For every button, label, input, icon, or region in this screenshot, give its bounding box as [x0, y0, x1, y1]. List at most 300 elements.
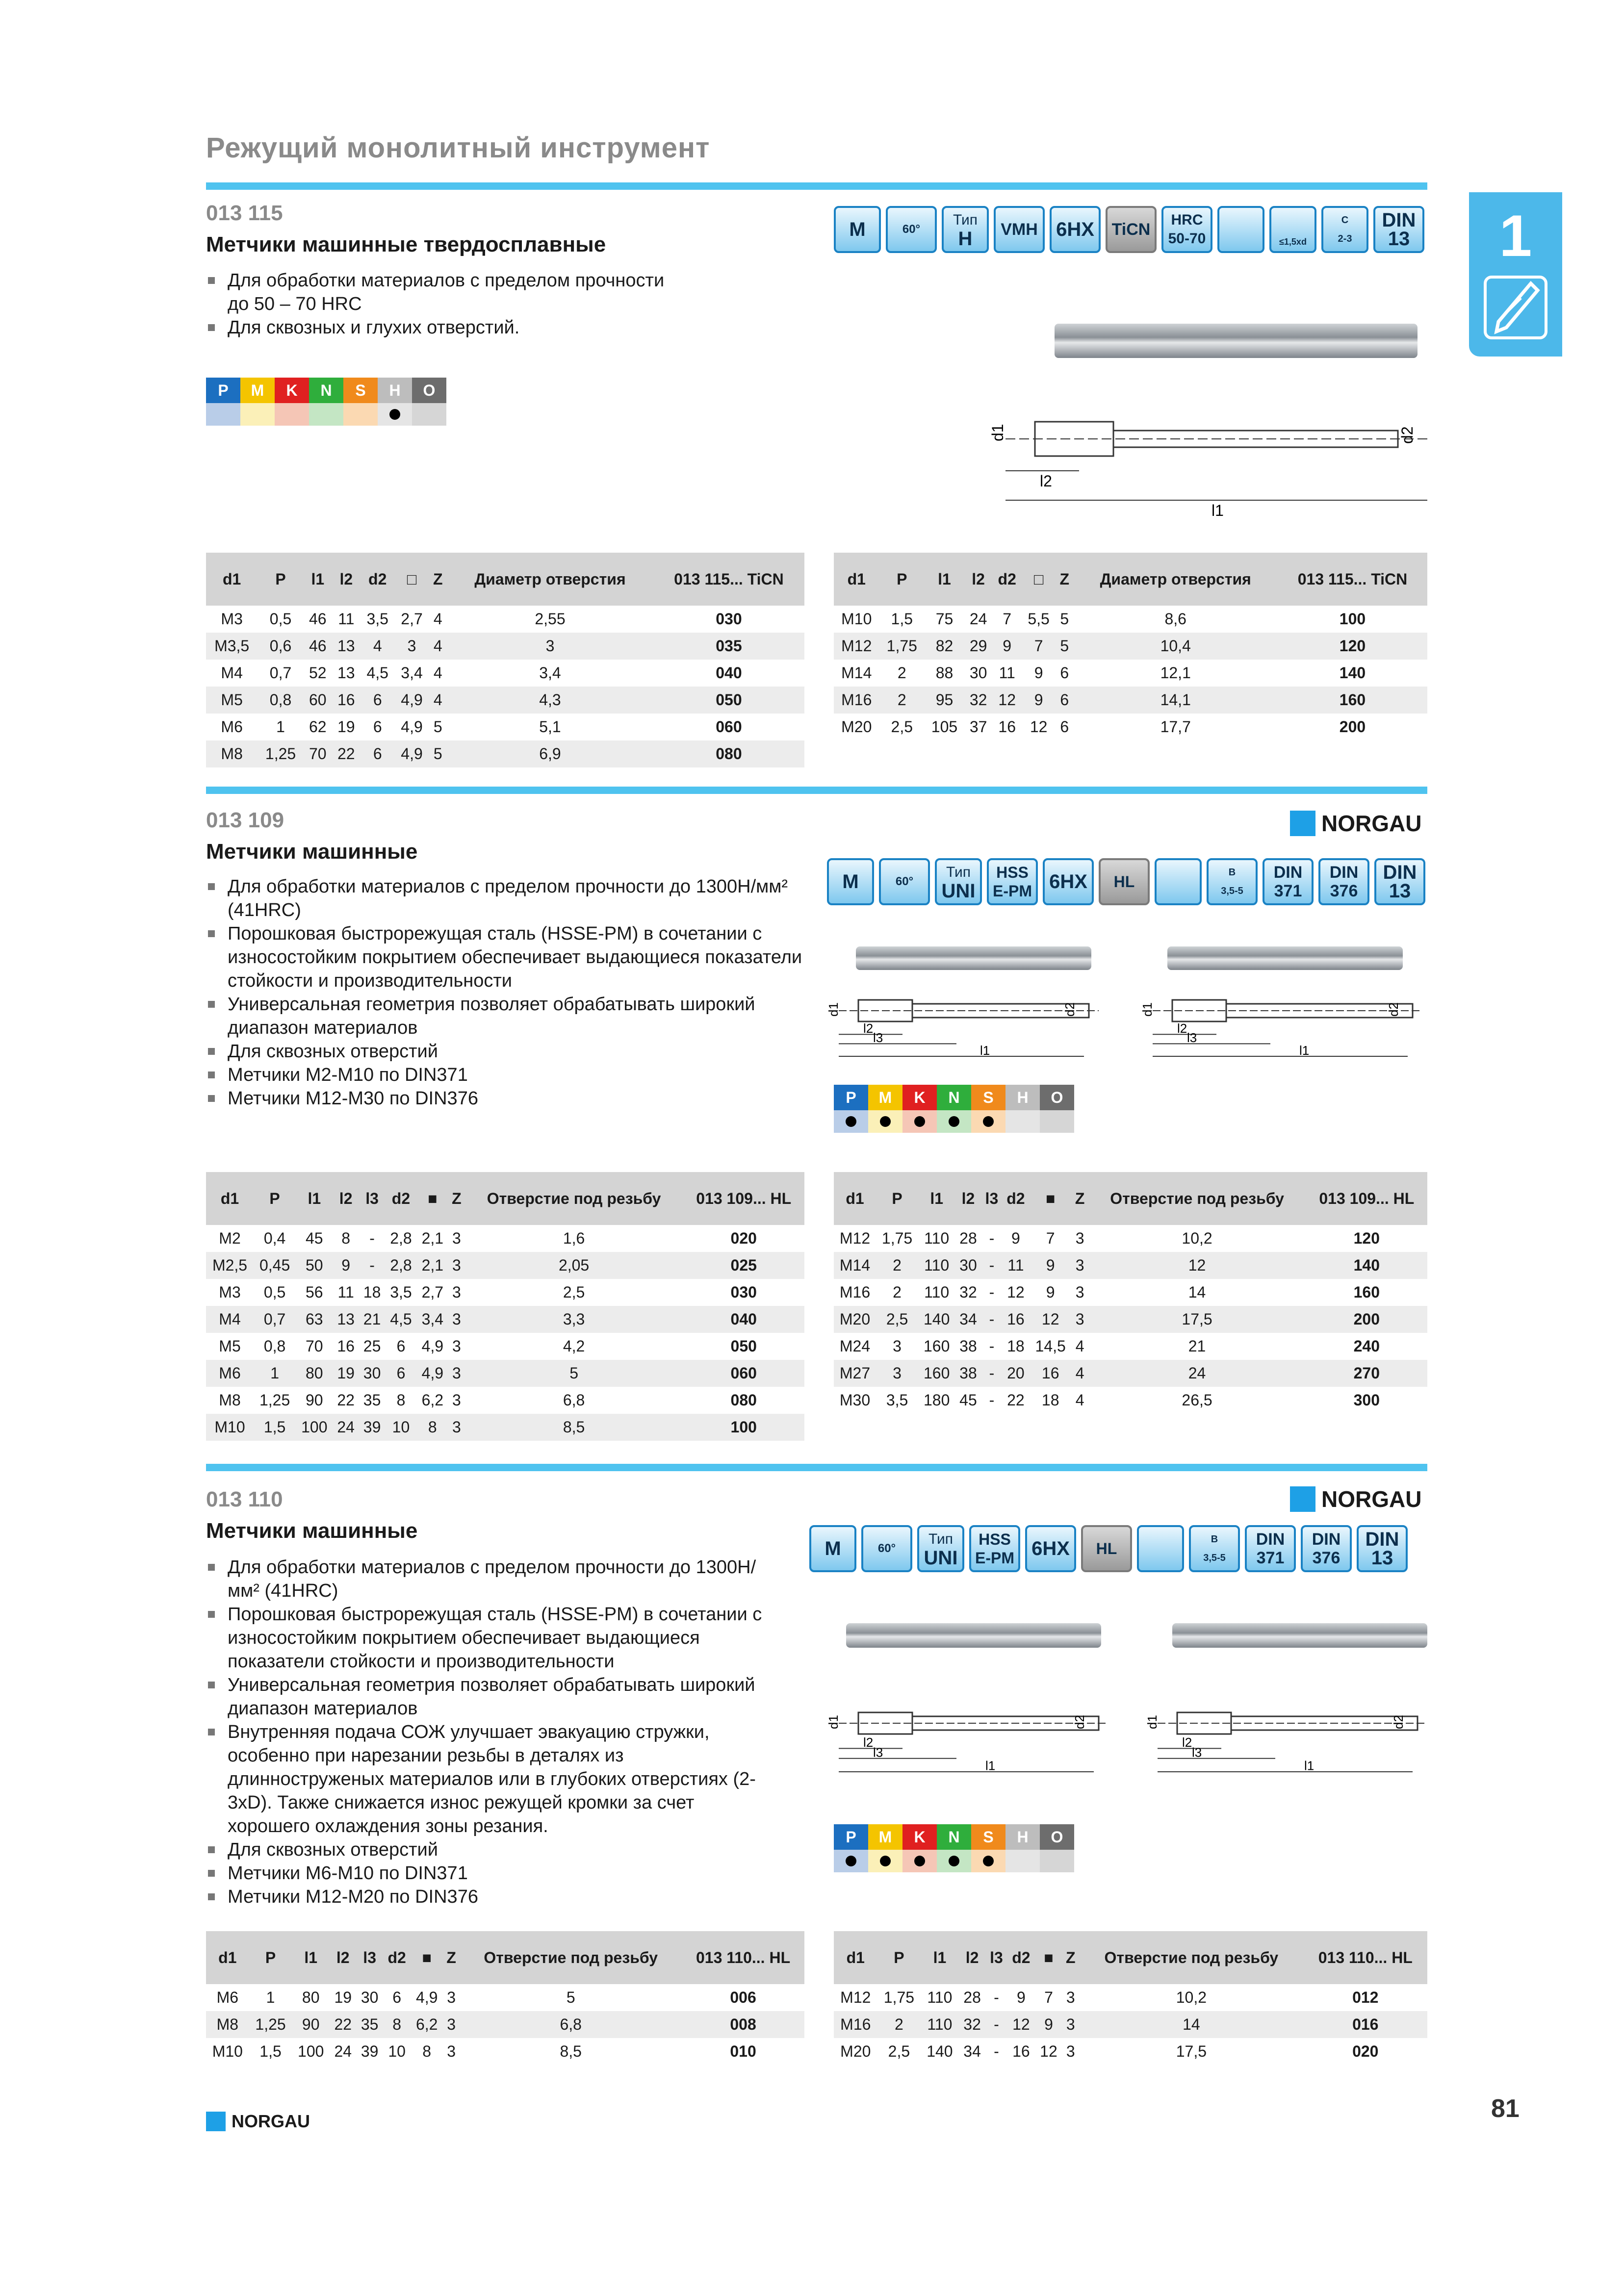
material-group-cell [971, 1110, 1005, 1133]
table-cell: 6,8 [460, 2011, 682, 2038]
table-cell: 0,5 [263, 1283, 286, 1301]
table-cell: 75 [935, 610, 954, 628]
table-cell: 12 [992, 687, 1022, 714]
table-cell: 29 [964, 633, 992, 660]
table-cell: 8 [383, 2011, 411, 2038]
drawing-label: d2 [1072, 1715, 1087, 1729]
icon-value: 3,5-5 [1221, 886, 1243, 896]
table-row [206, 2011, 804, 2038]
column-header: l1 [918, 1172, 955, 1225]
drawing-label: l3 [873, 1745, 883, 1760]
table-cell: 45 [959, 1391, 977, 1409]
column-header: d2 [1002, 1172, 1030, 1225]
table-row [834, 1984, 1427, 2011]
table-cell: 3 [448, 1306, 465, 1333]
table-cell: 17,5 [1176, 2042, 1207, 2060]
table-cell: 3 [1066, 2042, 1075, 2060]
material-group-label: O [412, 378, 446, 403]
table-cell: M12 [839, 1229, 871, 1247]
table-cell: 3 [447, 633, 653, 660]
table-row [206, 740, 804, 767]
table-cell: 6 [361, 687, 395, 714]
size-table-left [206, 553, 804, 767]
table-cell: 025 [683, 1252, 804, 1279]
material-group-label: N [309, 378, 343, 403]
table-cell: M10 [212, 2042, 243, 2060]
table-cell: M4 [206, 1306, 254, 1333]
table-cell: 3,4 [401, 664, 423, 682]
material-group-label: M [868, 1085, 902, 1110]
table-cell: 9 [992, 633, 1022, 660]
column-header: l3 [356, 1931, 383, 1984]
icon-value: UNI [941, 880, 976, 902]
material-group-cell [937, 1110, 971, 1133]
table-cell: 0,7 [254, 1306, 296, 1333]
material-group-label: N [937, 1824, 971, 1850]
table-cell: 24 [333, 1414, 359, 1441]
table-cell: M8 [206, 740, 258, 767]
material-group-label: H [378, 378, 412, 403]
table-row [834, 633, 1427, 660]
table-cell: 3 [876, 1360, 918, 1387]
type-icon [917, 1525, 964, 1572]
table-cell: 020 [730, 1229, 757, 1247]
drawing-label: l1 [1304, 1758, 1315, 1773]
table-cell: 4,9 [415, 1989, 438, 2006]
material-group-label: S [971, 1824, 1005, 1850]
through-hole-icon [1217, 206, 1264, 253]
table-row [834, 660, 1427, 687]
table-cell: M4 [221, 664, 243, 682]
material-group-label: N [937, 1085, 971, 1110]
din371-icon [1245, 1525, 1296, 1572]
table-cell: 14,5 [1035, 1337, 1066, 1355]
table-row [206, 714, 804, 740]
table-cell: 1,6 [563, 1229, 585, 1247]
through-hole-icon [1137, 1525, 1184, 1572]
table-row [206, 1414, 804, 1441]
table-row [206, 1333, 804, 1360]
material-group-cell [1005, 1850, 1040, 1872]
table-cell: 010 [730, 2042, 756, 2060]
table-cell: 240 [1353, 1337, 1380, 1355]
table-row [206, 660, 804, 687]
feature-item: Для обработки материалов с пределом прочности до 50 – 70 HRC [206, 269, 677, 316]
table-cell: 8 [417, 1414, 448, 1441]
table-cell: 2,05 [465, 1252, 683, 1279]
column-header: □ [1022, 553, 1056, 606]
table-cell: 13 [332, 633, 361, 660]
table-row [834, 1306, 1427, 1333]
table-cell: 270 [1306, 1360, 1427, 1387]
hrc-value: 50-70 [1168, 230, 1206, 247]
material-group-cell [343, 403, 378, 426]
type-icon [942, 206, 989, 253]
table-cell: 6 [1060, 664, 1069, 682]
feature-item: Метчики M12-M30 по DIN376 [206, 1087, 804, 1110]
table-cell: 3,4 [417, 1306, 448, 1333]
table-header-row [834, 1172, 1427, 1225]
table-cell: M12 [834, 633, 879, 660]
table-cell: 19 [337, 718, 355, 736]
material-group-cell [1040, 1850, 1074, 1872]
column-header: Диаметр отверстия [1073, 553, 1278, 606]
metric-thread-icon: M [827, 858, 874, 905]
table-row [834, 1333, 1427, 1360]
column-header: l1 [921, 1931, 958, 1984]
table-cell: - [981, 1360, 1002, 1387]
logo-square [206, 2112, 226, 2131]
table-cell: 3 [1062, 2011, 1079, 2038]
table-cell: 12 [1030, 1306, 1072, 1333]
icon-text [1312, 1530, 1341, 1567]
column-header: d1 [206, 553, 258, 606]
table-cell: 19 [334, 1989, 352, 2006]
table-cell: 3 [1075, 1283, 1084, 1301]
table-cell: 0,8 [258, 687, 304, 714]
table-cell: 30 [361, 1989, 379, 2006]
column-header: l2 [959, 1931, 986, 1984]
pitch-icon [1189, 1525, 1240, 1572]
table-cell: 9 [1011, 1229, 1020, 1247]
column-header: l1 [304, 553, 332, 606]
tap-drawing [826, 986, 1104, 1064]
icon-value: UNI [924, 1547, 958, 1569]
table-cell: 1,25 [259, 1391, 290, 1409]
icon-label: DIN [1383, 862, 1417, 883]
table-cell: 20 [1002, 1360, 1030, 1387]
table-cell: 100 [1339, 610, 1366, 628]
table-cell: 3 [443, 2011, 460, 2038]
table-cell: M10 [841, 610, 872, 628]
table-cell: 2 [879, 687, 925, 714]
table-cell: M10 [206, 1414, 254, 1441]
table-cell: 13 [333, 1306, 359, 1333]
material-group-cell [275, 403, 309, 426]
table-cell: 60 [304, 687, 332, 714]
table-cell: M12 [840, 1989, 871, 2006]
table-cell: 6 [1056, 687, 1073, 714]
table-cell: 5,1 [539, 718, 561, 736]
table-cell: 5 [1056, 633, 1073, 660]
feature-item: Универсальная геометрия позволяет обрабатывать широкий диапазон материалов [206, 1673, 765, 1720]
column-header: P [879, 553, 925, 606]
icon-text [1256, 1530, 1285, 1567]
table-cell: 70 [306, 1337, 323, 1355]
table-cell: 95 [925, 687, 964, 714]
table-cell: - [986, 2011, 1007, 2038]
icon-label: DIN [1256, 1530, 1285, 1549]
material-group-label: P [834, 1085, 868, 1110]
table-cell: 110 [921, 2011, 958, 2038]
page-number: 81 [1491, 2094, 1520, 2123]
suitability-dot [846, 1116, 856, 1127]
table-cell: 12 [1088, 1252, 1306, 1279]
column-header: ■ [1030, 1172, 1072, 1225]
table-cell: 020 [1352, 2042, 1379, 2060]
table-cell: 9 [1035, 2011, 1062, 2038]
column-header: 013 109... HL [683, 1172, 804, 1225]
feature-item: Для сквозных отверстий [206, 1040, 804, 1063]
icon-label: DIN [1312, 1530, 1341, 1549]
table-cell: 8 [422, 2042, 432, 2060]
table-cell: 9 [1046, 1283, 1055, 1301]
table-cell: 030 [716, 610, 742, 628]
logo-square [1290, 811, 1315, 836]
table-cell: 32 [959, 2011, 986, 2038]
icon-value: 371 [1274, 882, 1302, 900]
drawing-label: l1 [1299, 1043, 1310, 1058]
table-cell: M30 [839, 1391, 871, 1409]
table-cell: 4 [433, 610, 442, 628]
hl-icon: HL [1081, 1525, 1132, 1572]
tap-drawing [986, 392, 1437, 520]
table-cell: 11 [1002, 1252, 1030, 1279]
chamfer-label: C [1341, 215, 1349, 226]
table-cell: 300 [1353, 1391, 1380, 1409]
table-cell: 140 [927, 2042, 953, 2060]
table-header-row [834, 553, 1427, 606]
table-cell: 120 [1278, 633, 1427, 660]
table-cell: 3 [452, 1229, 461, 1247]
column-header: P [249, 1931, 292, 1984]
table-cell: 3 [447, 2042, 456, 2060]
feature-item: Метчики M6-M10 по DIN371 [206, 1862, 765, 1885]
table-cell: 39 [361, 2042, 379, 2060]
table-cell: 90 [306, 1391, 323, 1409]
table-cell: 6 [373, 718, 382, 736]
column-header: 013 115... TiCN [653, 553, 804, 606]
tap-drawing [826, 1697, 1113, 1780]
table-cell: 63 [296, 1306, 333, 1333]
table-cell: 38 [955, 1360, 981, 1387]
table-cell: 012 [1352, 1989, 1379, 2006]
suitability-dot [914, 1116, 925, 1127]
column-header: 013 110... HL [1304, 1931, 1427, 1984]
table-row [206, 1984, 804, 2011]
table-cell: 1,5 [259, 2042, 282, 2060]
table-cell: 1,75 [879, 633, 925, 660]
table-cell: 110 [927, 1989, 953, 2006]
feature-item: Внутренняя подача СОЖ улучшает эвакуацию стружки, особенно при нарезании резьбы в деталях из длинноструженых материалов или в глубоких отверстиях (2-3xD). Также снижается износ режущей кромки за счет хорошего охлаждения зоны резания. [206, 1720, 765, 1838]
table-cell: 30 [359, 1360, 385, 1387]
table-cell: 3 [448, 1252, 465, 1279]
feature-item: Для обработки материалов с пределом прочности до 1300Н/мм² (41HRC) [206, 1556, 765, 1603]
feature-item: Метчики M12-M20 по DIN376 [206, 1885, 765, 1909]
din376-icon [1318, 858, 1369, 905]
table-row [834, 606, 1427, 633]
material-group-label: P [834, 1824, 868, 1850]
table-cell: 4,9 [421, 1337, 444, 1355]
table-cell: 30 [955, 1252, 981, 1279]
table-cell: 39 [359, 1414, 385, 1441]
drawing-label-l1: l1 [1212, 502, 1224, 519]
table-cell: 1,5 [254, 1414, 296, 1441]
table-cell: 4 [429, 633, 447, 660]
column-header: Z [448, 1172, 465, 1225]
table-cell: 160 [1353, 1283, 1380, 1301]
table-cell: 0,5 [269, 610, 292, 628]
section-rule [206, 787, 1427, 794]
table-cell: 8,5 [560, 2042, 582, 2060]
table-cell: 3,3 [465, 1306, 683, 1333]
table-cell: 25 [363, 1337, 381, 1355]
column-header: ■ [417, 1172, 448, 1225]
drawing-label: d2 [1391, 1715, 1406, 1729]
chapter-tab[interactable] [1469, 192, 1562, 357]
material-groups [834, 1085, 1074, 1133]
drawing-label: l2 [863, 1021, 874, 1036]
table-cell: 4 [361, 633, 395, 660]
table-cell: 140 [918, 1306, 955, 1333]
material-group-cell [1005, 1110, 1040, 1133]
table-cell: 22 [332, 740, 361, 767]
table-cell: 2,7 [421, 1283, 444, 1301]
table-cell: 50 [296, 1252, 333, 1279]
table-cell: - [989, 1229, 995, 1247]
table-cell: 3,5 [390, 1283, 412, 1301]
table-cell: 060 [683, 1360, 804, 1387]
material-icon [987, 858, 1038, 905]
table-cell: M14 [834, 1252, 876, 1279]
table-row [834, 2011, 1427, 2038]
table-cell: 22 [1007, 1391, 1025, 1409]
column-header: l1 [296, 1172, 333, 1225]
table-cell: 24 [1088, 1360, 1306, 1387]
suitability-dot [983, 1856, 994, 1866]
column-header: d2 [385, 1172, 416, 1225]
table-cell: 32 [964, 687, 992, 714]
column-header: Отверстие под резьбу [1088, 1172, 1306, 1225]
material-group-label: M [240, 378, 275, 403]
column-header: d1 [206, 1172, 254, 1225]
table-cell: M24 [839, 1337, 871, 1355]
table-cell: 45 [306, 1229, 323, 1247]
product-code: 013 109 [206, 808, 284, 832]
din-label: DIN [1382, 209, 1416, 231]
drawing-label: d1 [826, 1715, 841, 1729]
table-cell: 35 [356, 2011, 383, 2038]
drill-icon [1484, 276, 1547, 339]
column-header: 013 110... HL [682, 1931, 804, 1984]
table-cell: 6,2 [411, 2011, 443, 2038]
size-table-right [834, 1172, 1427, 1414]
din13-icon [1357, 1525, 1408, 1572]
table-cell: - [989, 1337, 995, 1355]
table-cell: 24 [969, 610, 987, 628]
drawing-label-l2: l2 [1040, 472, 1052, 490]
table-cell: 016 [1304, 2011, 1427, 2038]
table-cell: M27 [834, 1360, 876, 1387]
table-cell: 3 [1072, 1252, 1088, 1279]
material-group-cell [240, 403, 275, 426]
table-cell: 9 [1030, 1252, 1072, 1279]
table-cell: M2,5 [206, 1252, 254, 1279]
table-cell: 160 [923, 1337, 950, 1355]
table-cell: 4,9 [395, 687, 429, 714]
table-row [834, 1360, 1427, 1387]
product-code: 013 115 [206, 201, 283, 225]
table-cell: 24 [334, 2042, 352, 2060]
table-cell: M2 [219, 1229, 241, 1247]
drawing-label: l1 [980, 1043, 990, 1058]
din-value: 13 [1388, 228, 1410, 250]
logo-text: NORGAU [232, 2111, 310, 2131]
table-cell: 006 [730, 1989, 756, 2006]
table-cell: 8,5 [465, 1414, 683, 1441]
table-cell: 10,4 [1073, 633, 1278, 660]
column-header: l1 [925, 553, 964, 606]
table-cell: 3 [1075, 1229, 1084, 1247]
table-cell: 3 [447, 1989, 456, 2006]
feature-item: Порошковая быстрорежущая сталь (HSSE-PM) в сочетании с износостойким покрытием обеспечивает выдающиеся показатели стойкости и производительности [206, 922, 804, 993]
page-title: Режущий монолитный инструмент [206, 132, 710, 164]
feature-list [206, 1556, 765, 1909]
table-cell: 2 [897, 664, 906, 682]
column-header: P [254, 1172, 296, 1225]
table-cell: 040 [716, 664, 742, 682]
icon-label: B [1228, 867, 1236, 878]
drawing-label: l3 [1192, 1745, 1202, 1760]
tap-image [856, 946, 1091, 970]
icon-text [1366, 1530, 1399, 1567]
table-cell: 52 [309, 664, 327, 682]
drawing-label: l2 [1177, 1021, 1187, 1036]
table-cell: 110 [924, 1283, 950, 1301]
table-cell: 200 [1339, 718, 1366, 736]
table-cell: 105 [931, 718, 958, 736]
column-header: d2 [1007, 1931, 1035, 1984]
hardness-icon [1161, 206, 1212, 253]
table-cell: M5 [206, 687, 258, 714]
table-row [834, 1279, 1427, 1306]
icon-text [1203, 1530, 1226, 1567]
feature-item: Для обработки материалов с пределом прочности до 1300Н/мм² (41HRC) [206, 875, 804, 922]
column-header: Диаметр отверстия [447, 553, 653, 606]
spec-icons [834, 206, 1424, 253]
icon-label: B [1211, 1534, 1218, 1545]
column-header: Z [443, 1931, 460, 1984]
icon-value: 13 [1389, 880, 1411, 902]
table-cell: M20 [834, 1306, 876, 1333]
tolerance-icon: 6HX [1050, 206, 1101, 253]
table-cell: 5 [1060, 610, 1069, 628]
size-table-left [206, 1931, 804, 2065]
table-cell: 2,5 [888, 2042, 910, 2060]
material-group-label: H [1005, 1824, 1040, 1850]
table-row [206, 2038, 804, 2065]
tap-drawing [1145, 1697, 1432, 1780]
table-cell: 16 [1012, 2042, 1030, 2060]
drawing-label: d1 [1140, 1002, 1155, 1017]
material-icon [969, 1525, 1020, 1572]
hl-icon: HL [1099, 858, 1150, 905]
table-row [206, 1387, 804, 1414]
table-cell: 28 [963, 1989, 981, 2006]
table-cell: 2,8 [385, 1252, 416, 1279]
drawing-label-d2: d2 [1398, 426, 1416, 444]
column-header: Отверстие под резьбу [1079, 1931, 1303, 1984]
table-cell: 120 [1353, 1229, 1380, 1247]
table-row [834, 687, 1427, 714]
table-cell: 110 [918, 1252, 955, 1279]
table-cell: 180 [923, 1391, 950, 1409]
column-header: l3 [981, 1172, 1002, 1225]
table-cell: M3 [219, 1283, 241, 1301]
icon-label: Тип [946, 864, 971, 880]
column-header: l1 [292, 1931, 330, 1984]
table-cell: 10 [385, 1414, 416, 1441]
